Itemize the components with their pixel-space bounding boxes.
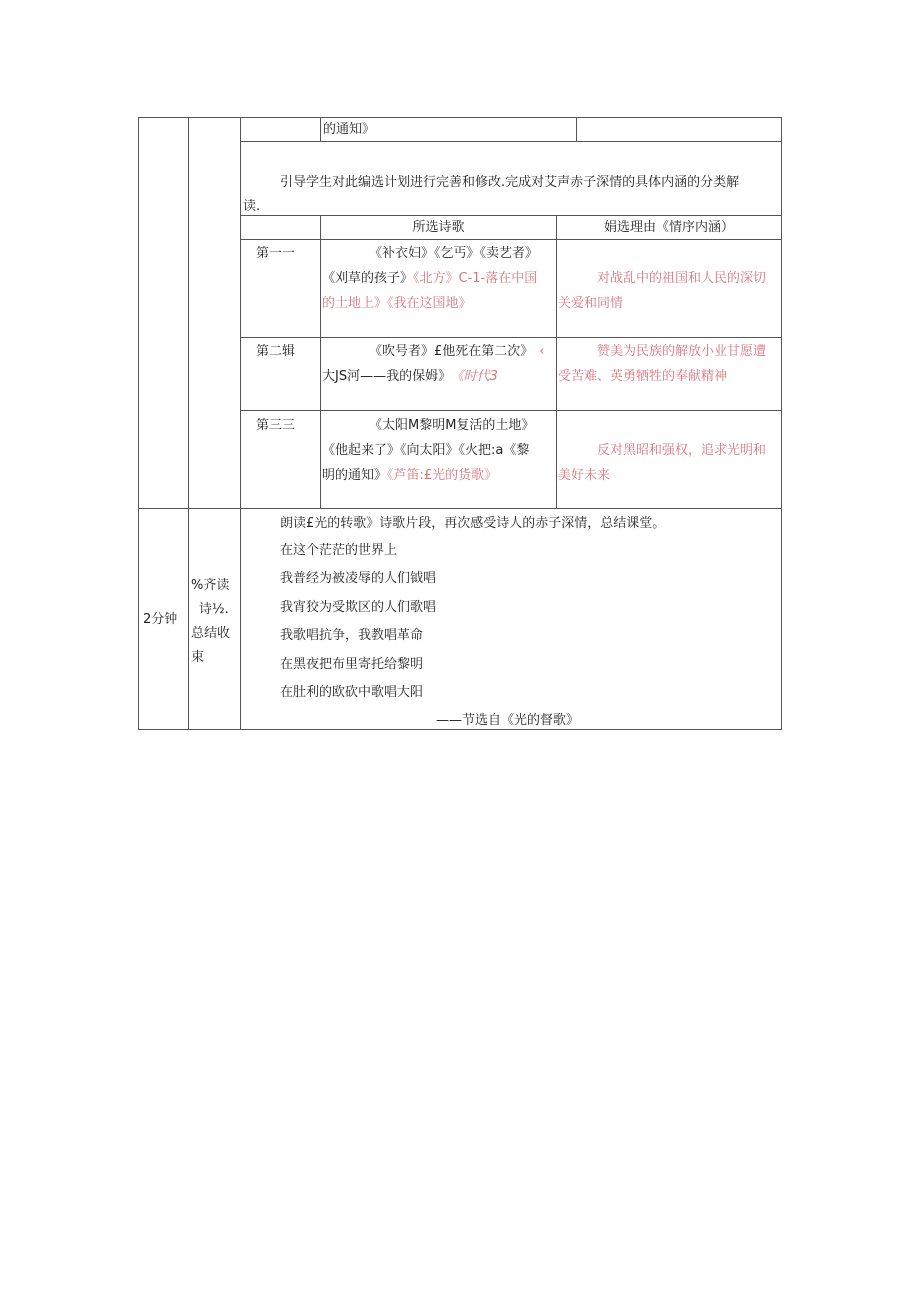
row-divider — [240, 410, 782, 411]
intro-line-2: 读. — [243, 199, 261, 214]
table-border-right — [781, 117, 782, 730]
table-border-bottom — [138, 729, 782, 730]
verse-line: 在这个茫茫的世界上 — [280, 543, 398, 558]
row-label: 第一一 — [256, 246, 296, 261]
verse-line: 我普经为被凌辱的人们钺唱 — [280, 571, 437, 586]
row-divider — [240, 215, 782, 216]
row-label: 第三三 — [256, 418, 296, 433]
poem-title-highlighted: 《北方》C-1-落在中国 — [413, 271, 538, 286]
time-allocation: 2分钟 — [143, 612, 178, 627]
reason-line: 赞美为民族的解放小业甘愿遭 — [597, 344, 767, 359]
verse-line: 我歌唱抗争，我教唱革命 — [280, 628, 424, 643]
poem-list-line: 《他起来了》《向太阳》《火把:a《黎 — [322, 443, 530, 458]
activity-label-line: 束 — [191, 650, 205, 665]
section-divider — [138, 508, 782, 509]
poem-title-highlighted: 《芦笛:£光的货歌》 — [387, 468, 498, 483]
poem-title-highlighted: 《时代3 — [457, 369, 498, 384]
poem-title-highlighted: ‹ — [539, 344, 545, 359]
reason-line: 关爱和同情 — [558, 296, 624, 311]
col-header-reason: 娟选理由《情序内涵） — [603, 220, 734, 235]
row-divider — [240, 239, 782, 240]
col-divider — [320, 117, 321, 141]
summary-intro: 朗读£光的转歌》诗歌片段，再次感受诗人的赤子深情，总结课堂。 — [280, 516, 666, 531]
activity-label-line: 诗½. — [199, 602, 229, 617]
col-divider — [320, 215, 321, 508]
poem-title: 大JS河——我的保姆》 — [322, 369, 452, 384]
verse-line: 在肚利的欧砍中歌唱大阳 — [280, 685, 424, 700]
poem-list-line — [322, 369, 498, 385]
poem-list-line: 《太阳M黎明M复活的土地》 — [369, 418, 535, 433]
verse-line: 在黑夜把布里寄托给黎明 — [280, 657, 424, 672]
poem-title: 《刈草的孩子》 — [322, 271, 414, 286]
poem-title: 明的通知》 — [322, 468, 388, 483]
activity-label-line: 总结收 — [191, 626, 231, 641]
intro-line-1: 引导学生对此编选计划进行完善和修改.完成对艾声赤子深情的具体内涵的分类解 — [280, 175, 740, 190]
col-divider — [188, 117, 189, 730]
verse-source: ——节选自《光的督歌》 — [436, 713, 580, 728]
col-header-poems: 所选诗歌 — [412, 220, 465, 235]
poem-list-line — [322, 468, 497, 484]
poem-list-line — [322, 271, 537, 287]
top-row-cell-text: 的通知》 — [323, 122, 376, 137]
col-divider — [576, 117, 577, 141]
reason-line: 受苦难、英勇牺牲的奉献精神 — [558, 369, 728, 384]
table-border-left — [138, 117, 139, 730]
poem-list-line — [369, 344, 544, 360]
poem-list-line: 《补衣妇》《乞丐》《卖艺者》 — [369, 246, 539, 261]
activity-label-line: %齐读 — [191, 578, 230, 593]
reason-line: 对战乱中的祖国和人民的深切 — [597, 271, 767, 286]
row-label: 第二辑 — [256, 344, 296, 359]
col-divider — [240, 117, 241, 730]
reason-line: 美好未来 — [558, 468, 611, 483]
poem-list-line: 的土地上》《我在这国地》 — [322, 296, 472, 311]
verse-line: 我宵狡为受欺区的人们歌唱 — [280, 600, 437, 615]
reason-line: 反对黑昭和强权，追求光明和 — [597, 443, 767, 458]
poem-title: 《吹号者》£他死在第二次》 — [369, 344, 534, 359]
row-divider — [240, 141, 782, 142]
row-divider — [240, 337, 782, 338]
col-divider — [556, 215, 557, 508]
table-border-top — [138, 117, 782, 118]
